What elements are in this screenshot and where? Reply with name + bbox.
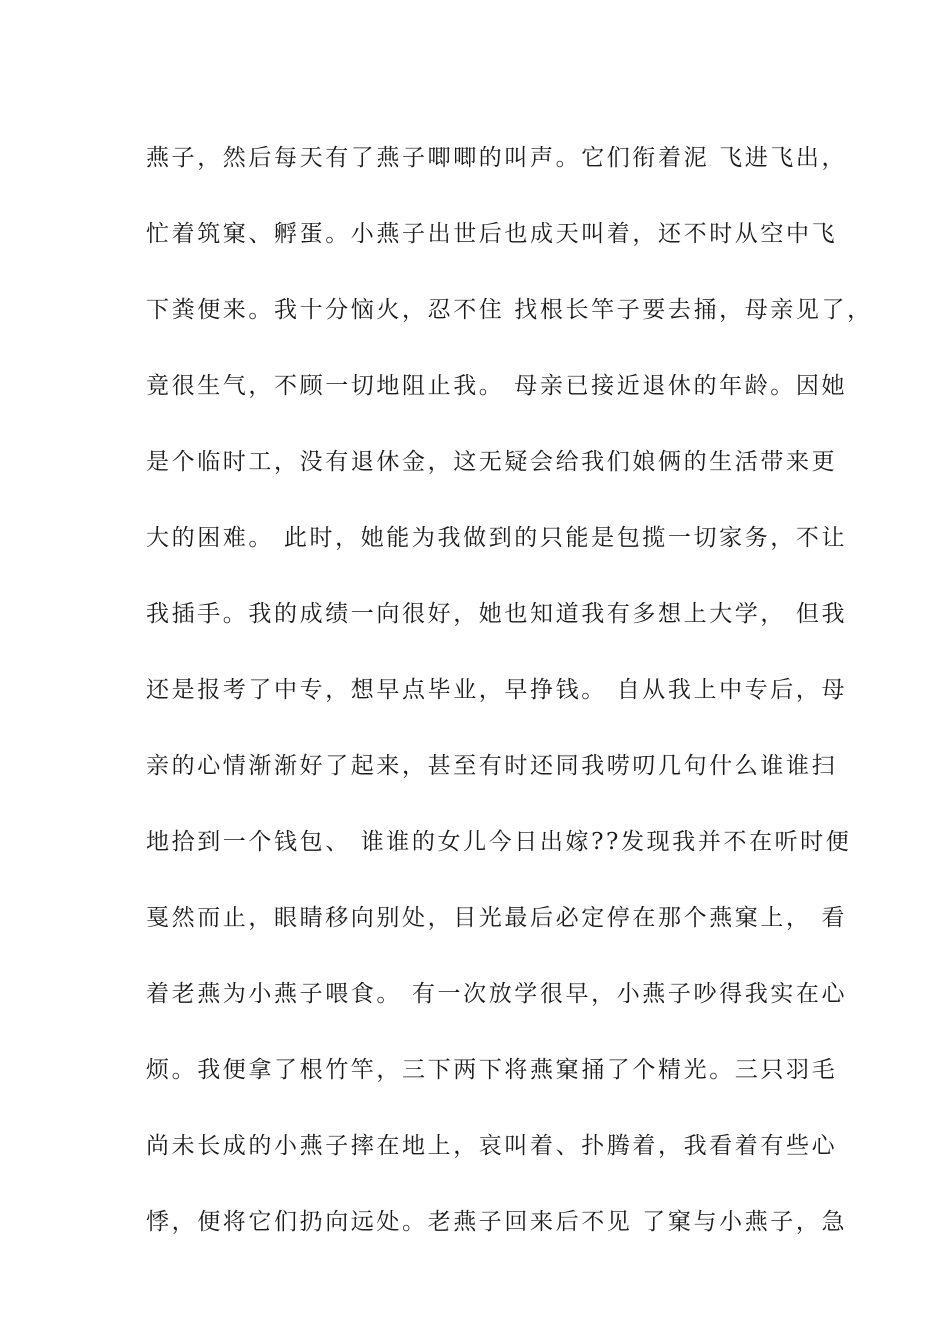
text-line: 尚未长成的小燕子摔在地上，哀叫着、扑腾着，我看着有些心 bbox=[146, 1133, 838, 1159]
text-line: 亲的心情渐渐好了起来，甚至有时还同我唠叨几句什么谁谁扫 bbox=[146, 753, 838, 779]
text-line: 我插手。我的成绩一向很好，她也知道我有多想上大学， 但我 bbox=[146, 601, 848, 627]
text-line: 竟很生气，不顾一切地阻止我。 母亲已接近退休的年龄。因她 bbox=[146, 373, 848, 399]
text-line: 下粪便来。我十分恼火，忍不住 找根长竿子要去捅，母亲见了， bbox=[146, 297, 873, 323]
text-line: 烦。我便拿了根竹竿，三下两下将燕窠捅了个精光。三只羽毛 bbox=[146, 1057, 838, 1083]
text-line: 是个临时工，没有退休金，这无疑会给我们娘俩的生活带来更 bbox=[146, 449, 838, 475]
body-text bbox=[146, 136, 873, 1276]
text-line: 还是报考了中专，想早点毕业，早挣钱。 自从我上中专后，母 bbox=[146, 677, 848, 703]
text-line: 地拾到一个钱包、 谁谁的女儿今日出嫁??发现我并不在听时便 bbox=[146, 829, 852, 855]
text-line: 忙着筑窠、孵蛋。小燕子出世后也成天叫着，还不时从空中飞 bbox=[146, 221, 838, 247]
text-line: 戛然而止，眼睛移向别处，目光最后必定停在那个燕窠上， 看 bbox=[146, 905, 848, 931]
text-line: 大的困难。 此时，她能为我做到的只能是包揽一切家务，不让 bbox=[146, 525, 848, 551]
text-line: 着老燕为小燕子喂食。 有一次放学很早，小燕子吵得我实在心 bbox=[146, 981, 848, 1007]
text-line: 悸，便将它们扔向远处。老燕子回来后不见 了窠与小燕子，急 bbox=[146, 1209, 848, 1235]
text-line: 燕子，然后每天有了燕子唧唧的叫声。它们衔着泥 飞进飞出， bbox=[146, 145, 848, 171]
